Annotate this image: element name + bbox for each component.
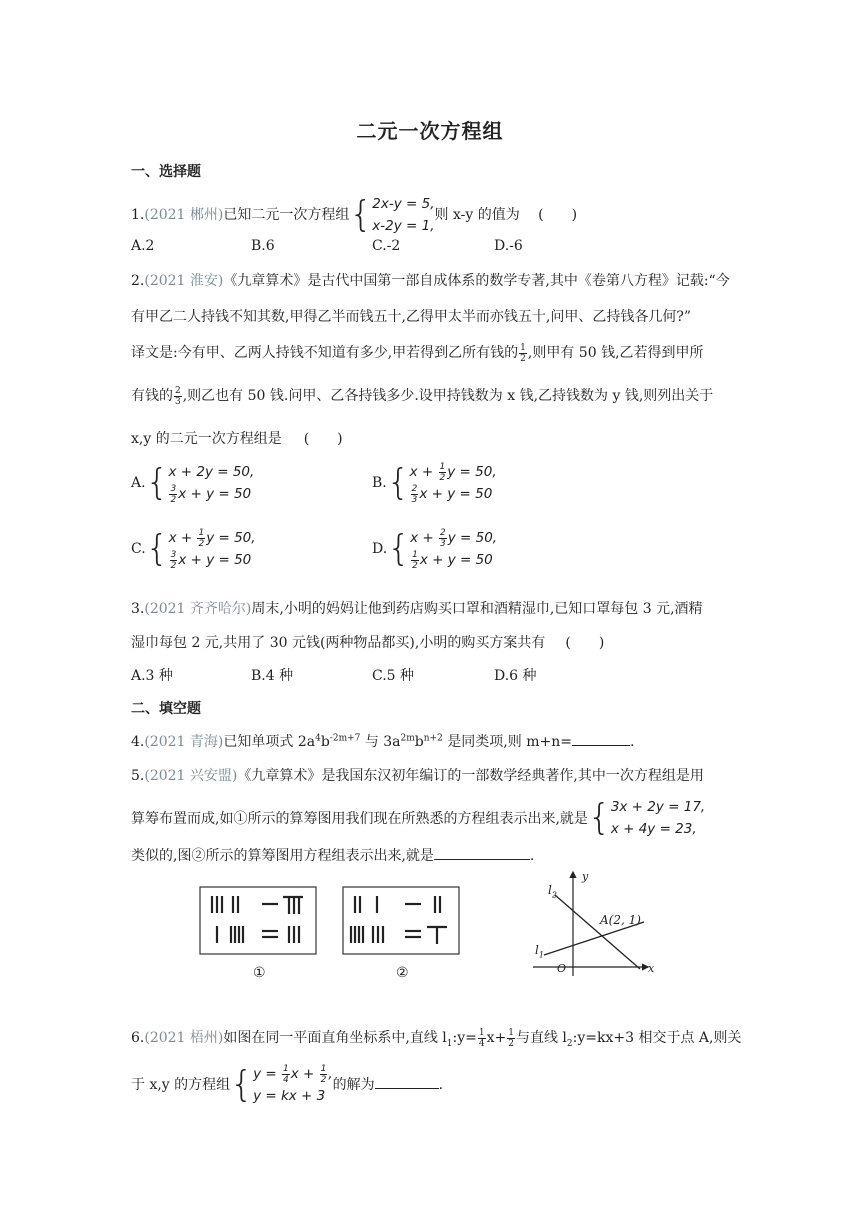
brace-icon: { — [145, 528, 169, 569]
q1-option-a: A.2 — [131, 238, 155, 254]
q2-line1 — [131, 270, 730, 290]
q5-line3 — [131, 845, 534, 865]
counting-rod-figures — [199, 886, 469, 986]
q6-eq1b: x + — [290, 1066, 319, 1082]
q3-answer-paren: ( ) — [565, 635, 605, 651]
q3-option-b: B.4 种 — [251, 668, 294, 684]
q3-option-d: D.6 种 — [494, 668, 537, 684]
q2-line5 — [131, 428, 343, 448]
fraction-half: $\frac{1}{2}$ — [198, 527, 205, 549]
q2-b-eq1b: y = 50, — [447, 464, 497, 480]
fraction-quarter: $\frac{1}{4}$ — [478, 1027, 485, 1049]
q1-eq1: 2x-y = 5, — [372, 196, 435, 212]
q2-option-d-label: D. — [372, 541, 388, 557]
q6-text-a: 如图在同一平面直角坐标系中,直线 l — [223, 1030, 447, 1046]
q2-option-c-system — [169, 527, 256, 571]
brace-icon: { — [587, 797, 611, 838]
q2-b-eq1a: x + — [409, 464, 438, 480]
q6-text-b: :y= — [452, 1030, 477, 1046]
q5-eq2: x + 4y = 23, — [610, 821, 697, 837]
q6-sub2: 2 — [566, 1038, 573, 1049]
q2-c-eq1b: y = 50, — [206, 530, 256, 546]
q2-option-c — [131, 527, 256, 571]
q2-option-b-label: B. — [372, 475, 387, 491]
q4-text3: 与 3a — [360, 734, 401, 750]
q2-line4 — [131, 385, 713, 407]
counting-rods-1 — [212, 896, 303, 943]
brace-icon: { — [349, 194, 373, 235]
fraction-three-halves: $\frac{3}{2}$ — [170, 549, 177, 571]
fraction-two-thirds: $\frac{2}{3}$ — [439, 527, 446, 549]
answer-blank[interactable] — [434, 859, 530, 860]
q2-c-eq2: x + y = 50 — [178, 552, 252, 568]
label-point-a: A(2, 1) — [600, 913, 641, 927]
q4-text2: b — [320, 734, 330, 750]
q3-line2-text: 湿巾每包 2 元,共用了 30 元钱(两种物品都买),小明的购买方案共有 — [131, 635, 546, 651]
q4-sup3: 2m — [400, 733, 415, 744]
q2-text: 《九章算术》是古代中国第一部自成体系的数学专著,其中《卷第八方程》记载:“今 — [223, 273, 730, 289]
q2-a-eq2: x + y = 50 — [178, 486, 252, 502]
q2-option-d — [372, 527, 497, 571]
q6-sub1: 1 — [446, 1038, 453, 1049]
fraction-half: $\frac{1}{2}$ — [508, 1027, 514, 1049]
brace-icon: { — [386, 462, 410, 503]
question-1 — [131, 193, 577, 237]
q1-option-c: C.-2 — [372, 238, 401, 254]
q6-eq1c: , — [328, 1066, 333, 1082]
q1-number: 1. — [131, 207, 145, 223]
section-heading-fill: 二、填空题 — [131, 701, 201, 717]
q2-b-eq2: x + y = 50 — [419, 486, 493, 502]
q5-line2-text: 算筹布置而成,如①所示的算筹图用我们现在所熟悉的方程组表示出来,就是 — [131, 811, 588, 827]
q4-sup1: 4 — [315, 733, 321, 744]
q6-text-c: x+ — [486, 1030, 507, 1046]
label-x-axis: x — [648, 962, 655, 975]
q2-option-d-system — [410, 527, 497, 571]
q1-tail: 则 x-y 的值为 — [434, 207, 520, 223]
q2-line4-b: ,则乙也有 50 钱.问甲、乙各持钱多少.设甲持钱数为 x 钱,乙持钱数为 y 钱,则列出关于 — [182, 388, 714, 404]
q6-tail: 的解为 — [332, 1077, 375, 1093]
q2-option-b — [372, 461, 497, 505]
q6-number: 6. — [131, 1030, 145, 1046]
q6-line1 — [131, 1027, 741, 1049]
q1-system — [372, 193, 434, 237]
q6-text-d: 与直线 l — [515, 1030, 567, 1046]
counting-rods-2 — [351, 896, 447, 944]
brace-icon: { — [145, 462, 169, 503]
page-title: 二元一次方程组 — [356, 119, 504, 143]
q6-text-e: :y=kx+3 相交于点 A,则关 — [572, 1030, 742, 1046]
q5-number: 5. — [131, 768, 145, 784]
q4-sup2: -2m+7 — [329, 733, 361, 744]
q2-option-b-system — [410, 461, 497, 505]
q4-text4: b — [414, 734, 424, 750]
q3-text: 周末,小明的妈妈让他到药店购买口罩和酒精湿巾,已知口罩每包 3 元,酒精 — [251, 601, 703, 617]
q2-option-a-label: A. — [131, 475, 146, 491]
q1-source: (2021 郴州) — [144, 207, 224, 223]
brace-icon: { — [230, 1064, 254, 1105]
q5-eq1: 3x + 2y = 17, — [610, 799, 706, 815]
answer-blank[interactable] — [375, 1088, 439, 1089]
label-l1: $l_1$ — [535, 943, 544, 960]
brace-icon: { — [387, 528, 411, 569]
q1-option-b: B.6 — [251, 238, 275, 254]
fraction-two-thirds: $\frac{2}{3}$ — [175, 385, 181, 407]
q2-d-eq2: x + y = 50 — [419, 552, 493, 568]
q2-line3-b: ,则甲有 50 钱,乙若得到甲所 — [527, 345, 704, 361]
q4-number: 4. — [131, 734, 145, 750]
q6-eq1a: y = — [253, 1066, 281, 1082]
answer-blank[interactable] — [572, 745, 630, 746]
q1-eq2: x-2y = 1, — [372, 218, 435, 234]
q4-line — [131, 731, 634, 751]
figure-label-2: ② — [396, 965, 409, 981]
q2-line3-a: 译文是:今有甲、乙两人持钱不知道有多少,甲若得到乙所有钱的 — [131, 345, 519, 361]
q6-end: . — [438, 1077, 444, 1093]
q2-line3 — [131, 342, 704, 364]
q2-d-eq1b: y = 50, — [447, 530, 498, 546]
line-l2 — [555, 895, 640, 969]
q6-line2 — [131, 1063, 443, 1107]
q3-line1 — [131, 598, 703, 618]
figure-label-1: ① — [253, 965, 266, 981]
q3-number: 3. — [131, 601, 145, 617]
q1-option-d: D.-6 — [494, 238, 523, 254]
q5-source: (2021 兴安盟) — [144, 768, 238, 784]
fraction-half: $\frac{1}{2}$ — [520, 342, 526, 364]
fraction-two-thirds: $\frac{2}{3}$ — [411, 483, 418, 505]
q1-answer-paren: ( ) — [538, 207, 578, 223]
fraction-half: $\frac{1}{2}$ — [412, 549, 418, 571]
q3-source: (2021 齐齐哈尔) — [144, 601, 252, 617]
label-y-axis: y — [582, 870, 589, 883]
q3-option-a: A.3 种 — [131, 668, 173, 684]
q2-line4-a: 有钱的 — [131, 388, 173, 404]
q5-line2 — [131, 796, 705, 840]
q4-text5: 是同类项,则 m+n= — [442, 734, 572, 750]
q4-text1: 已知单项式 2a — [223, 734, 316, 750]
q2-c-eq1a: x + — [168, 530, 197, 546]
q2-option-c-label: C. — [131, 541, 146, 557]
q2-a-eq1: x + 2y = 50, — [168, 464, 255, 480]
q5-end: . — [529, 848, 535, 864]
q2-line5-text: x,y 的二元一次方程组是 — [131, 431, 282, 447]
q5-system — [611, 796, 705, 840]
fraction-half: $\frac{1}{2}$ — [439, 461, 446, 483]
q3-option-c: C.5 种 — [372, 668, 415, 684]
q6-source: (2021 梧州) — [144, 1030, 224, 1046]
q4-source: (2021 青海) — [144, 734, 224, 750]
q6-line2-text: 于 x,y 的方程组 — [131, 1077, 231, 1093]
fraction-quarter: $\frac{1}{4}$ — [282, 1063, 289, 1085]
fraction-half: $\frac{1}{2}$ — [320, 1063, 327, 1085]
section-heading-choice: 一、选择题 — [131, 164, 201, 180]
q2-option-a-system — [168, 461, 254, 505]
q2-answer-paren: ( ) — [303, 431, 343, 447]
label-l2: $l_2$ — [548, 883, 557, 900]
q5-text: 《九章算术》是我国东汉初年编订的一部数学经典著作,其中一次方程组是用 — [237, 768, 704, 784]
q2-line2: 有甲乙二人持钱不知其数,甲得乙半而钱五十,乙得甲太半而亦钱五十,问甲、乙持钱各几何?” — [131, 309, 692, 325]
q5-line3-text: 类似的,图②所示的算筹图用方程组表示出来,就是 — [131, 848, 434, 864]
q4-sup4: n+2 — [423, 733, 443, 744]
q4-end: . — [629, 734, 635, 750]
q2-option-a — [131, 461, 254, 505]
q1-text: 已知二元一次方程组 — [223, 207, 350, 223]
fraction-three-halves: $\frac{3}{2}$ — [170, 483, 177, 505]
q2-number: 2. — [131, 273, 145, 289]
q3-line2 — [131, 632, 604, 652]
q6-eq2: y = kx + 3 — [253, 1088, 326, 1104]
q2-source: (2021 淮安) — [144, 273, 224, 289]
q6-system — [253, 1063, 333, 1107]
label-origin: O — [557, 962, 567, 975]
q2-d-eq1a: x + — [410, 530, 438, 546]
q5-line1 — [131, 765, 704, 785]
